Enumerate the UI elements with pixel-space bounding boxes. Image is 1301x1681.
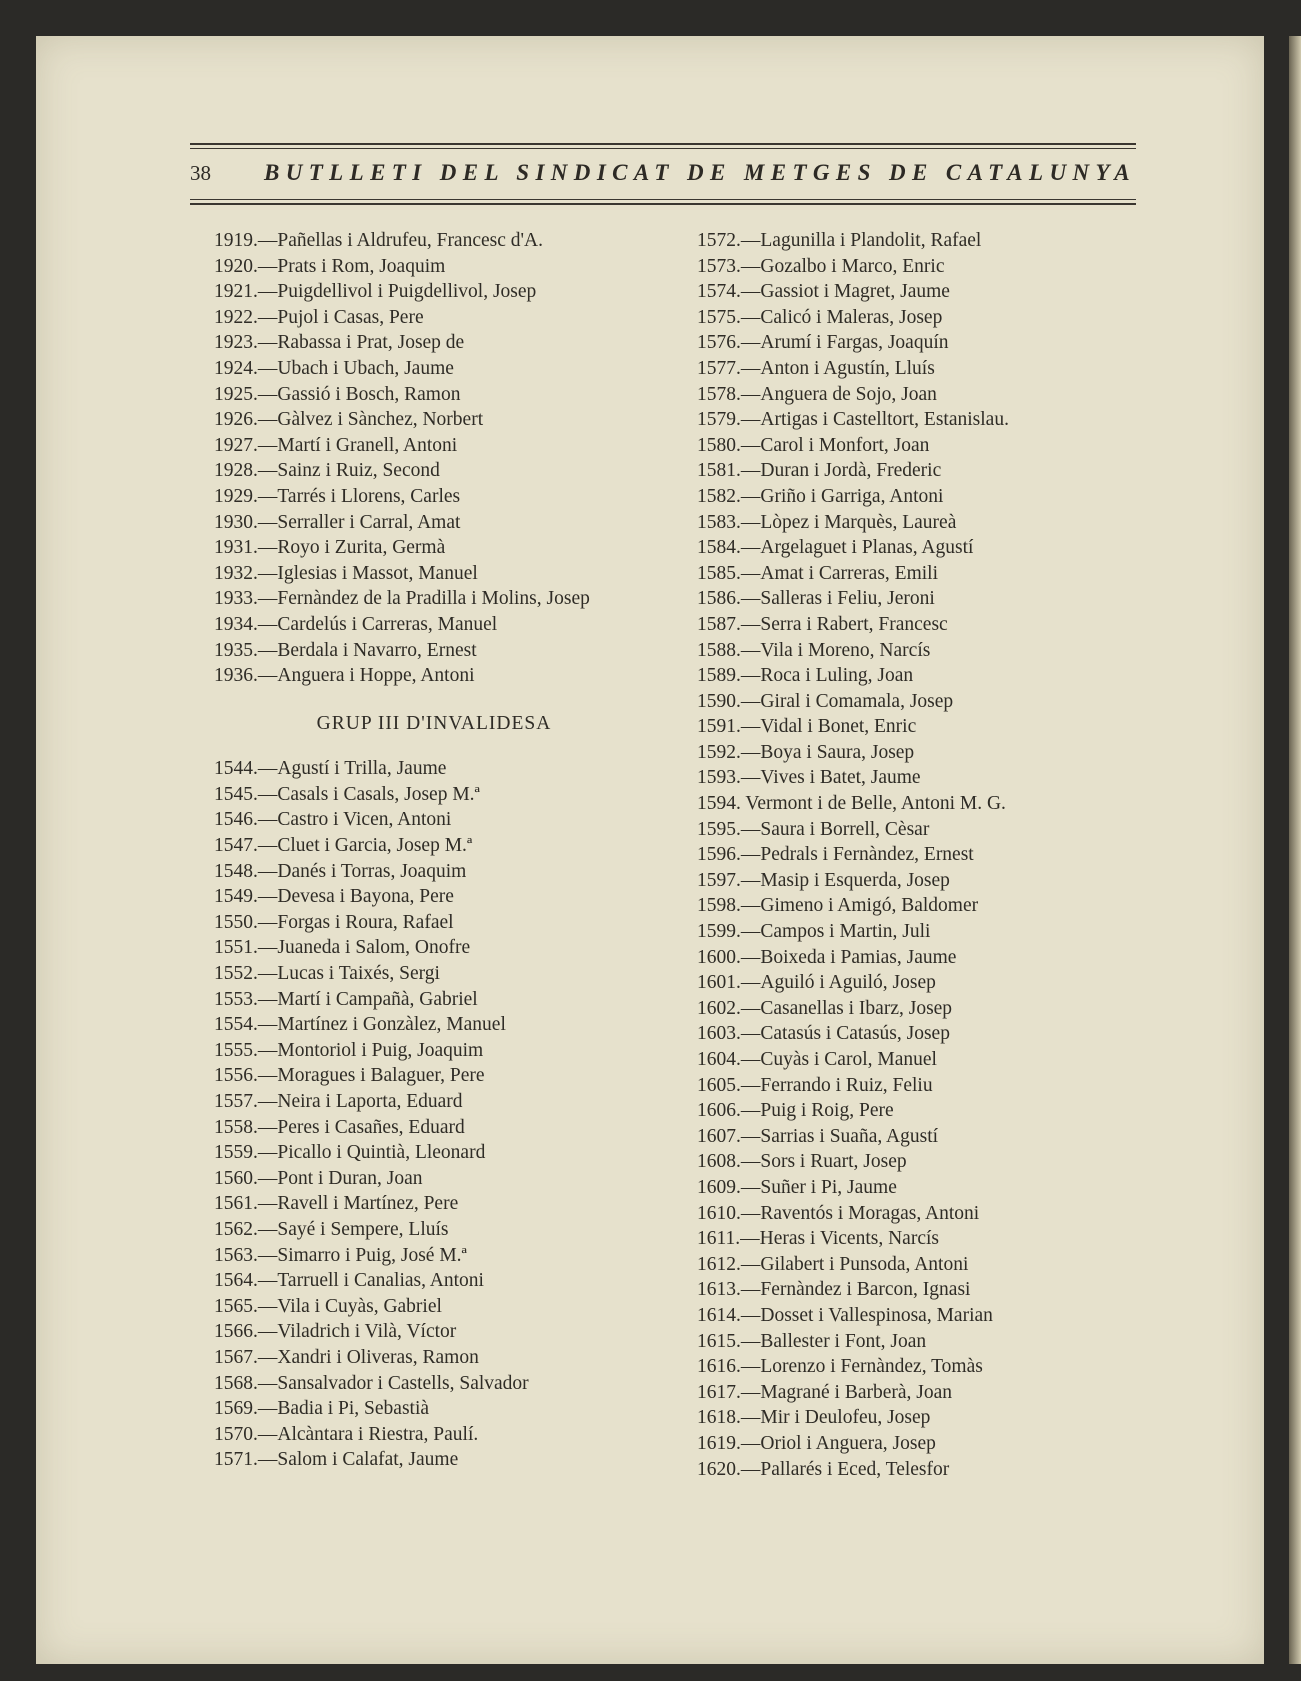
list-item: 1610.—Raventós i Moragas, Antoni bbox=[697, 1202, 980, 1224]
list-item: 1594. Vermont i de Belle, Antoni M. G. bbox=[697, 793, 1006, 815]
list-item: 1612.—Gilabert i Punsoda, Antoni bbox=[697, 1253, 969, 1275]
list-item: 1617.—Magrané i Barberà, Joan bbox=[697, 1381, 953, 1403]
list-item: 1926.—Gàlvez i Sànchez, Norbert bbox=[214, 409, 484, 431]
list-item: 1583.—Lòpez i Marquès, Laureà bbox=[697, 511, 957, 533]
list-item: 1549.—Devesa i Bayona, Pere bbox=[214, 886, 454, 908]
section-heading: GRUP III D'INVALIDESA bbox=[316, 712, 552, 734]
page-number: 38 bbox=[190, 161, 211, 185]
list-item: 1928.—Sainz i Ruiz, Second bbox=[214, 460, 440, 482]
list-item: 1574.—Gassiot i Magret, Jaume bbox=[697, 281, 950, 303]
list-item: 1598.—Gimeno i Amigó, Baldomer bbox=[697, 895, 979, 917]
list-item: 1919.—Pañellas i Aldrufeu, Francesc d'A. bbox=[214, 230, 543, 251]
header-rule-top-thin bbox=[190, 148, 1136, 149]
list-item: 1606.—Puig i Roig, Pere bbox=[697, 1100, 894, 1122]
list-item: 1559.—Picallo i Quintià, Lleonard bbox=[214, 1142, 486, 1164]
list-item: 1560.—Pont i Duran, Joan bbox=[214, 1167, 423, 1189]
list-item: 1581.—Duran i Jordà, Frederic bbox=[697, 460, 942, 482]
list-item: 1582.—Griño i Garriga, Antoni bbox=[697, 485, 944, 507]
list-item: 1591.—Vidal i Bonet, Enric bbox=[697, 716, 917, 738]
list-item: 1572.—Lagunilla i Plandolit, Rafael bbox=[697, 230, 982, 251]
list-item: 1922.—Pujol i Casas, Pere bbox=[214, 306, 424, 328]
header-rule-bottom-thin bbox=[190, 199, 1136, 200]
list-item: 1601.—Aguiló i Aguiló, Josep bbox=[697, 972, 936, 994]
list-item: 1586.—Salleras i Feliu, Jeroni bbox=[697, 588, 935, 610]
running-title: BUTLLETI DEL SINDICAT DE METGES DE CATALUNYA bbox=[263, 160, 1136, 185]
list-item: 1604.—Cuyàs i Carol, Manuel bbox=[697, 1049, 937, 1070]
header-row bbox=[190, 152, 1136, 196]
list-item: 1545.—Casals i Casals, Josep M.ª bbox=[214, 783, 480, 805]
list-item: 1554.—Martínez i Gonzàlez, Manuel bbox=[214, 1014, 506, 1036]
list-item: 1571.—Salom i Calafat, Jaume bbox=[214, 1449, 459, 1471]
list-item: 1929.—Tarrés i Llorens, Carles bbox=[214, 485, 461, 507]
list-item: 1605.—Ferrando i Ruiz, Feliu bbox=[697, 1074, 933, 1096]
list-item: 1562.—Sayé i Sempere, Lluís bbox=[214, 1218, 449, 1240]
list-item: 1556.—Moragues i Balaguer, Pere bbox=[214, 1065, 485, 1087]
list-item: 1600.—Boixeda i Pamias, Jaume bbox=[697, 946, 957, 968]
list-item: 1613.—Fernàndez i Barcon, Ignasi bbox=[697, 1279, 971, 1301]
list-item: 1547.—Cluet i Garcia, Josep M.ª bbox=[214, 835, 473, 857]
list-item: 1611.—Heras i Vicents, Narcís bbox=[697, 1228, 939, 1250]
list-item: 1620.—Pallarés i Eced, Telesfor bbox=[697, 1458, 950, 1480]
list-item: 1557.—Neira i Laporta, Eduard bbox=[214, 1091, 463, 1112]
list-item: 1580.—Carol i Monfort, Joan bbox=[697, 434, 930, 456]
list-item: 1925.—Gassió i Bosch, Ramon bbox=[214, 383, 461, 405]
list-item: 1550.—Forgas i Roura, Rafael bbox=[214, 911, 454, 933]
list-item: 1596.—Pedrals i Fernàndez, Ernest bbox=[697, 844, 974, 866]
list-item: 1587.—Serra i Rabert, Francesc bbox=[697, 613, 948, 635]
list-item: 1565.—Vila i Cuyàs, Gabriel bbox=[214, 1295, 442, 1317]
list-item: 1933.—Fernàndez de la Pradilla i Molins, Josep bbox=[214, 588, 590, 610]
list-item: 1553.—Martí i Campañà, Gabriel bbox=[214, 988, 478, 1010]
right-column bbox=[697, 228, 1137, 1482]
list-item: 1567.—Xandri i Oliveras, Ramon bbox=[214, 1346, 479, 1368]
list-item: 1603.—Catasús i Catasús, Josep bbox=[697, 1023, 950, 1045]
list-item: 1552.—Lucas i Taixés, Sergi bbox=[214, 963, 440, 985]
list-item: 1577.—Anton i Agustín, Lluís bbox=[697, 357, 935, 379]
list-item: 1930.—Serraller i Carral, Amat bbox=[214, 511, 461, 533]
header-rule-bottom bbox=[190, 203, 1136, 205]
list-item: 1568.—Sansalvador i Castells, Salvador bbox=[214, 1372, 529, 1394]
list-item: 1576.—Arumí i Fargas, Joaquín bbox=[697, 332, 949, 354]
list-item: 1931.—Royo i Zurita, Germà bbox=[214, 537, 446, 559]
header-rule-top bbox=[190, 143, 1136, 145]
list-item: 1575.—Calicó i Maleras, Josep bbox=[697, 306, 943, 328]
list-item: 1548.—Danés i Torras, Joaquim bbox=[214, 860, 467, 882]
entry-list-bottom bbox=[214, 756, 674, 1473]
list-item: 1619.—Oriol i Anguera, Josep bbox=[697, 1432, 936, 1454]
list-item: 1616.—Lorenzo i Fernàndez, Tomàs bbox=[697, 1356, 983, 1378]
list-item: 1618.—Mir i Deulofeu, Josep bbox=[697, 1407, 931, 1429]
running-header bbox=[190, 140, 1136, 208]
list-item: 1932.—Iglesias i Massot, Manuel bbox=[214, 562, 478, 584]
list-item: 1935.—Berdala i Navarro, Ernest bbox=[214, 639, 477, 661]
list-item: 1585.—Amat i Carreras, Emili bbox=[697, 562, 938, 584]
list-item: 1593.—Vives i Batet, Jaume bbox=[697, 767, 921, 789]
list-item: 1573.—Gozalbo i Marco, Enric bbox=[697, 255, 945, 277]
list-item: 1609.—Suñer i Pi, Jaume bbox=[697, 1176, 897, 1198]
list-item: 1936.—Anguera i Hoppe, Antoni bbox=[214, 665, 475, 687]
list-item: 1569.—Badia i Pi, Sebastià bbox=[214, 1398, 430, 1420]
list-item: 1579.—Artigas i Castelltort, Estanislau. bbox=[697, 409, 1009, 431]
list-item: 1608.—Sors i Ruart, Josep bbox=[697, 1151, 907, 1173]
list-item: 1923.—Rabassa i Prat, Josep de bbox=[214, 332, 465, 354]
list-item: 1590.—Giral i Comamala, Josep bbox=[697, 690, 954, 712]
list-item: 1546.—Castro i Vicen, Antoni bbox=[214, 809, 452, 831]
list-item: 1588.—Vila i Moreno, Narcís bbox=[697, 639, 931, 661]
list-item: 1614.—Dosset i Vallespinosa, Marian bbox=[697, 1304, 993, 1326]
left-column bbox=[214, 228, 674, 1473]
page-edge bbox=[1289, 36, 1301, 1664]
list-item: 1589.—Roca i Luling, Joan bbox=[697, 665, 914, 687]
list-item: 1921.—Puigdellivol i Puigdellivol, Josep bbox=[214, 281, 537, 303]
list-item: 1597.—Masip i Esquerda, Josep bbox=[697, 869, 950, 891]
list-item: 1934.—Cardelús i Carreras, Manuel bbox=[214, 613, 498, 635]
list-item: 1561.—Ravell i Martínez, Pere bbox=[214, 1193, 459, 1215]
list-item: 1584.—Argelaguet i Planas, Agustí bbox=[697, 537, 974, 559]
entry-list-top bbox=[214, 228, 674, 689]
list-item: 1927.—Martí i Granell, Antoni bbox=[214, 434, 458, 456]
list-item: 1920.—Prats i Rom, Joaquim bbox=[214, 255, 446, 277]
list-item: 1607.—Sarrias i Suaña, Agustí bbox=[697, 1125, 939, 1147]
list-item: 1563.—Simarro i Puig, José M.ª bbox=[214, 1244, 467, 1266]
list-item: 1558.—Peres i Casañes, Eduard bbox=[214, 1116, 465, 1138]
list-item: 1592.—Boya i Saura, Josep bbox=[697, 741, 915, 763]
list-item: 1555.—Montoriol i Puig, Joaquim bbox=[214, 1039, 484, 1061]
list-item: 1924.—Ubach i Ubach, Jaume bbox=[214, 357, 454, 379]
list-item: 1551.—Juaneda i Salom, Onofre bbox=[214, 937, 471, 959]
list-item: 1566.—Viladrich i Vilà, Víctor bbox=[214, 1321, 457, 1343]
list-item: 1599.—Campos i Martin, Juli bbox=[697, 921, 931, 943]
list-item: 1544.—Agustí i Trilla, Jaume bbox=[214, 758, 447, 780]
list-item: 1615.—Ballester i Font, Joan bbox=[697, 1330, 927, 1352]
list-item: 1578.—Anguera de Sojo, Joan bbox=[697, 383, 937, 405]
list-item: 1564.—Tarruell i Canalias, Antoni bbox=[214, 1270, 484, 1292]
list-item: 1595.—Saura i Borrell, Cèsar bbox=[697, 818, 930, 840]
list-item: 1602.—Casanellas i Ibarz, Josep bbox=[697, 997, 953, 1019]
list-item: 1570.—Alcàntara i Riestra, Paulí. bbox=[214, 1423, 479, 1445]
